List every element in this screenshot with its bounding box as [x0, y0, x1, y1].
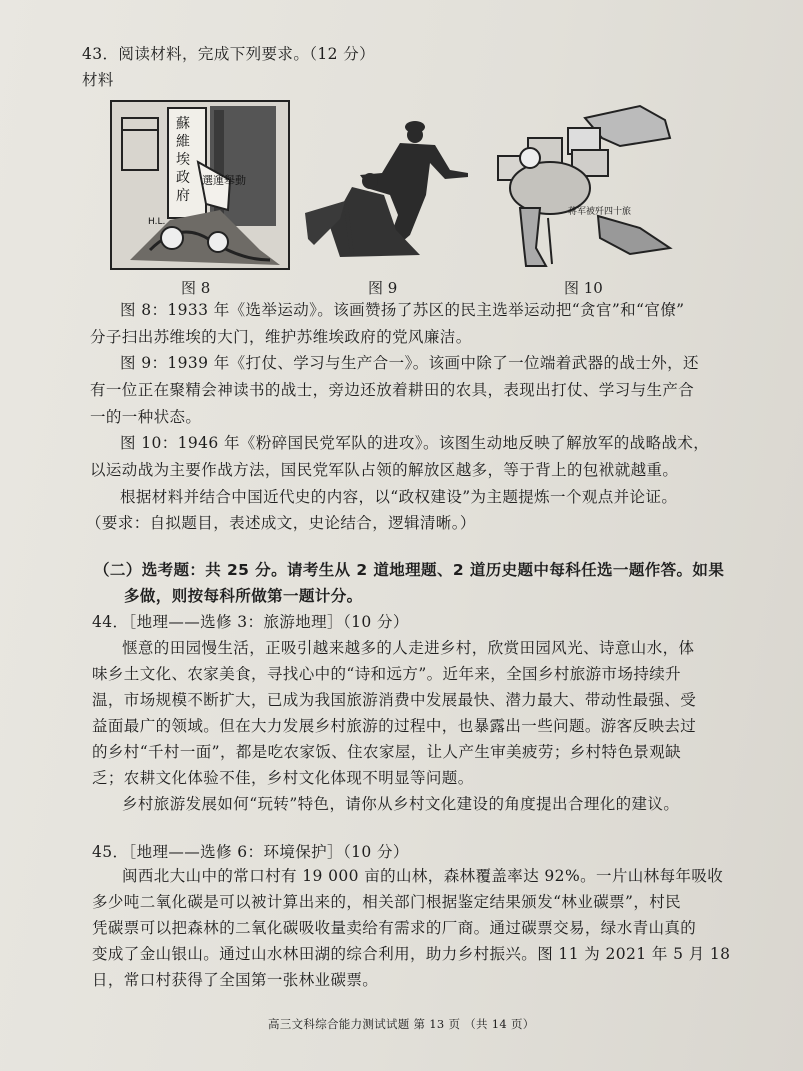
q45-line-5: 日，常口村获得了全国第一张林业碳票。: [92, 971, 379, 989]
q44-line-7: 乡村旅游发展如何“玩转”特色，请你从乡村文化建设的角度提出合理化的建议。: [122, 795, 680, 813]
figure-8-caption: 图 8: [181, 279, 211, 297]
figure-10-caption: 图 10: [564, 279, 603, 297]
page-footer: 高三文科综合能力测试试题 第 13 页 （共 14 页）: [268, 1017, 535, 1031]
q44-line-3: 温，市场规模不断扩大，已成为我国旅游消费中发展最快、潜力最大、带动性最强、受: [92, 691, 697, 709]
q43-line-9: （要求：自拟题目，表述成文，史论结合，逻辑清晰。）: [86, 514, 476, 532]
fig8-banner: 選運舉動: [202, 174, 246, 187]
q44-line-2: 味乡土文化、农家美食，寻找心中的“诗和远方”。近年来，全国乡村旅游市场持续升: [92, 665, 682, 683]
q43-line-4: 有一位正在聚精会神读书的战士，旁边还放着耕田的农具，表现出打仗、学习与生产合: [90, 381, 695, 399]
q45-line-1: 闽西北大山中的常口村有 19 000 亩的山林，森林覆盖率达 92%。一片山林每年吸收: [122, 867, 724, 885]
fig8-signature: H.L.: [148, 217, 166, 227]
material-label: 材料: [82, 71, 114, 89]
q43-line-8: 根据材料并结合中国近代史的内容，以“政权建设”为主题提炼一个观点并论证。: [120, 488, 678, 506]
fig8-sign-char-5: 府: [176, 188, 190, 204]
q43-title: 43．阅读材料，完成下列要求。（12 分）: [82, 45, 376, 63]
q45-line-3: 凭碳票可以把森林的二氧化碳吸收量卖给有需求的厂商。通过碳票交易，绿水青山真的: [92, 919, 697, 937]
q44-line-5: 的乡村“千村一面”，都是吃农家饭、住农家屋，让人产生审美疲劳；乡村特色景观缺: [92, 743, 682, 761]
q43-line-2: 分子扫出苏维埃的大门，维护苏维埃政府的党风廉洁。: [90, 328, 472, 346]
figure-9-silhouette: [300, 115, 470, 265]
q44-line-6: 乏；农耕文化体验不佳，乡村文化体现不明显等问题。: [92, 769, 474, 787]
section2-line-2: 多做，则按每科所做第一题计分。: [124, 587, 363, 605]
q45-title: 45．［地理——选修 6：环境保护］（10 分）: [92, 843, 409, 861]
figure-9-caption: 图 9: [368, 279, 398, 297]
fig8-sign-char-2: 維: [176, 134, 190, 150]
q43-line-5: 一的一种状态。: [90, 408, 202, 426]
fig10-label: 蒋军被歼四十旅: [568, 207, 632, 217]
section2-line-1: （二）选考题：共 25 分。请考生从 2 道地理题、2 道历史题中每科任选一题作答。如果: [94, 561, 725, 579]
fig8-sign-char-3: 埃: [176, 152, 190, 168]
q43-line-6: 图 10：1946 年《粉碎国民党军队的进攻》。该图生动地反映了解放军的战略战术，: [120, 434, 710, 452]
q43-line-3: 图 9：1939 年《打仗、学习与生产合一》。该画中除了一位端着武器的战士外，还: [120, 354, 699, 372]
q43-line-1: 图 8：1933 年《选举运动》。该画赞扬了苏区的民主选举运动把“贪官”和“官僚”: [120, 301, 685, 319]
q44-line-1: 惬意的田园慢生活，正吸引越来越多的人走进乡村，欣赏田园风光、诗意山水，体: [122, 639, 695, 657]
figure-8-cartoon: [110, 100, 290, 270]
fig8-sign-char-1: 蘇: [176, 116, 190, 132]
q45-line-4: 变成了金山银山。通过山水林田湖的综合利用，助力乡村振兴。图 11 为 2021 年 5 月 18: [92, 945, 731, 963]
figure-10-cartoon: [490, 98, 680, 270]
q44-title: 44．［地理——选修 3：旅游地理］（10 分）: [92, 613, 409, 631]
fig8-sign-char-4: 政: [176, 170, 190, 186]
q43-line-7: 以运动战为主要作战方法，国民党军队占领的解放区越多，等于背上的包袱就越重。: [90, 461, 679, 479]
q45-line-2: 多少吨二氧化碳是可以被计算出来的，相关部门根据鉴定结果颁发“林业碳票”，村民: [92, 893, 682, 911]
q44-line-4: 益面最广的领域。但在大力发展乡村旅游的过程中，也暴露出一些问题。游客反映去过: [92, 717, 697, 735]
